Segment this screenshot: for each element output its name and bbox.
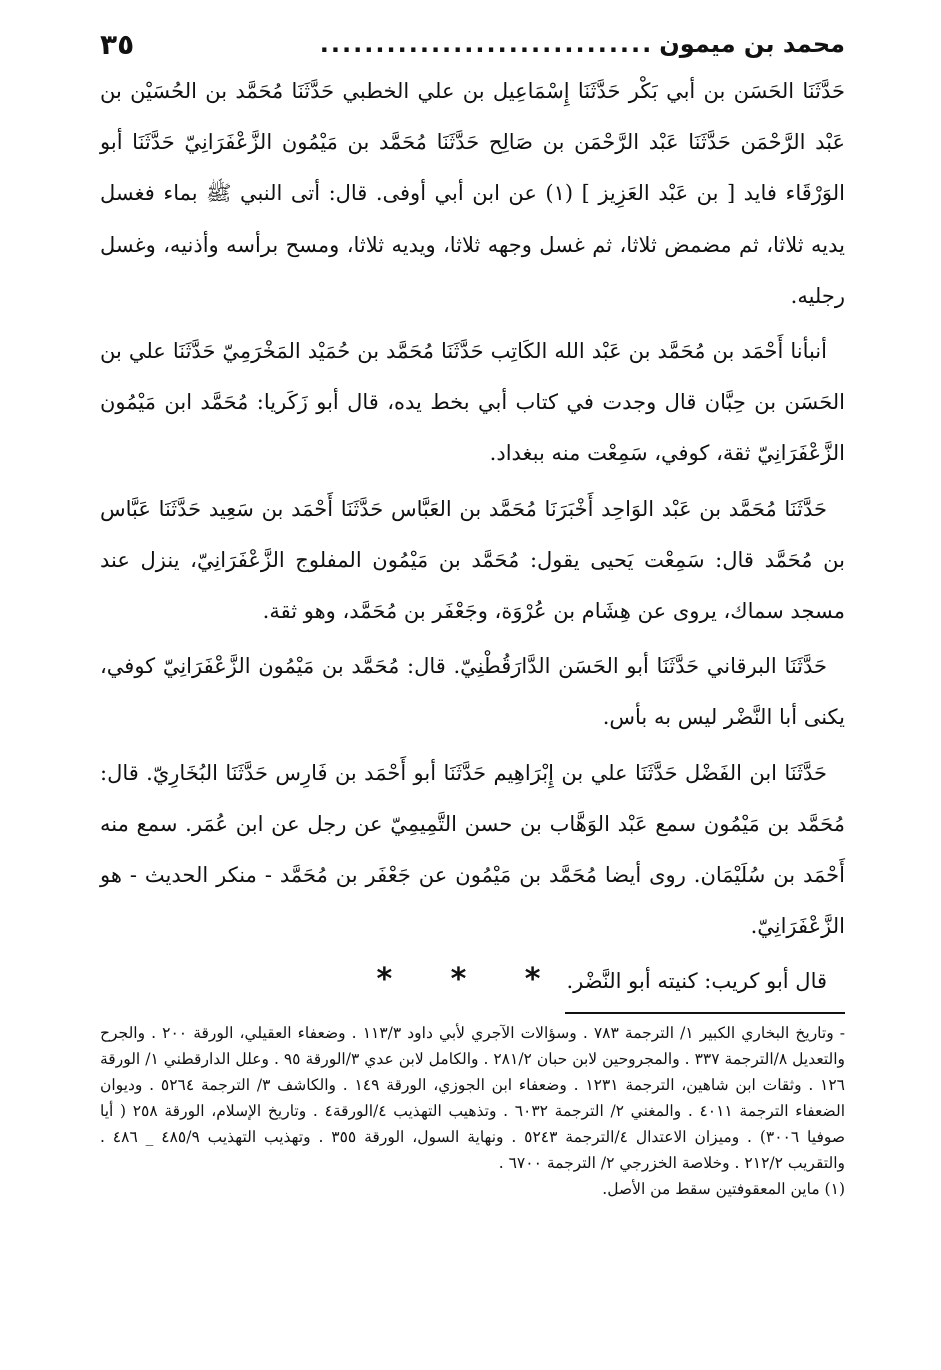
paragraph-6: قال أبو كريب: كنيته أبو النَّضْر. bbox=[566, 969, 827, 994]
header-dot-leader: .............................. bbox=[319, 30, 654, 58]
footnote-1: (١) ماين المعقوفتين سقط من الأصل. bbox=[602, 1180, 845, 1198]
paragraph-1: حَدَّثَنَا الحَسَن بن أبي بَكْر حَدَّثَنَا إِسْمَاعِيل بن علي الخطبي حَدَّثَنَا مُحَمَّد بن الحُسَيْن بن عَبْد الرَّحْمَن حَدَّثَنَا عَبْد الرَّحْمَن بن صَالِح حَدَّثَنَا مُحَمَّد بن مَيْمُون الزَّعْفَرَانِيّ حَدَّثَنَا أبو الوَرْقَاء فايد [ بن عَبْد العَزِيز ] (١) عن ابن أبي أوفى. قال: أتى النبي ﷺ بماء فغسل يديه ثلاثا، ثم مضمض ثلاثا، ثم غسل وجهه ثلاثا، ويديه ثلاثا، ومسح برأسه وأذنيه، وغسل رجليه. bbox=[100, 79, 845, 308]
paragraph-5: حَدَّثَنَا ابن الفَضْل حَدَّثَنَا علي بن إِبْرَاهِيم حَدَّثَنَا أبو أَحْمَد بن فَارِس حَدَّثَنَا البُخَارِيّ. قال: مُحَمَّد بن مَيْمُون سمع عَبْد الوَهَّاب بن حسن التَّمِيمِيّ عن رجل عن ابن عُمَر. سمع منه أَحْمَد بن سُلَيْمَان. روى أيضا مُحَمَّد بن مَيْمُون عن جَعْفَر بن مُحَمَّد - منكر الحديث - هو الزَّعْفَرَانِيّ. bbox=[100, 760, 845, 939]
paragraph-3: حَدَّثَنَا مُحَمَّد بن عَبْد الوَاحِد أَخْبَرَنَا مُحَمَّد بن العَبَّاس حَدَّثَنَا أَحْمَد بن سَعِيد حَدَّثَنَا عَبَّاس بن مُحَمَّد قال: سَمِعْت يَحيى يقول: مُحَمَّد بن مَيْمُون المفلوج الزَّعْفَرَانِيّ، ينزل عند مسجد سماك، يروى عن هِشَام بن عُرْوَة، وجَعْفَر بن مُحَمَّد، وهو ثقة. bbox=[100, 496, 845, 624]
section-separator: * * * bbox=[376, 962, 565, 997]
main-text bbox=[100, 66, 845, 1012]
footnote-rule bbox=[565, 1012, 845, 1014]
page-header bbox=[100, 22, 845, 66]
footnote-sources: - وتاريخ البخاري الكبير ١/ الترجمة ٧٨٣ . وسؤالات الآجري لأبي داود ١١٣/٣ . وضعفاء العقيلي، الورقة ٢٠٠ . والجرح والتعديل ٨/الترجمة ٣٣٧ . والمجروحين لابن حبان ٢٨١/٢ . والكامل لابن عدي ٣/الورقة ٩٥ . وعلل الدارقطني ١/ الورقة ١٢٦ . وثقات ابن شاهين، الترجمة ١٢٣١ . وضعفاء ابن الجوزي، الورقة ١٤٩ . والكاشف ٣/ الترجمة ٥٢٦٤ . وديوان الضعفاء الترجمة ٤٠١١ . والمغني ٢/ الترجمة ٦٠٣٢ . وتذهيب التهذيب ٤/الورقة٤ . وتاريخ الإسلام، الورقة ٢٥٨ ( أيا صوفيا ٣٠٠٦) . وميزان الاعتدال ٤/الترجمة ٥٢٤٣ . ونهاية السول، الورقة ٣٥٥ . وتهذيب التهذيب ٤٨٥/٩ _ ٤٨٦ . والتقريب ٢١٢/٢ . وخلاصة الخزرجي ٢/ الترجمة ٦٧٠٠ . bbox=[100, 1024, 846, 1172]
paragraph-2: أنبأنا أَحْمَد بن مُحَمَّد بن عَبْد الله الكَاتِب حَدَّثَنَا مُحَمَّد بن حُمَيْد المَخْرَمِيّ حَدَّثَنَا علي بن الحَسَن بن حِبَّان قال وجدت في كتاب أبي بخط يده، قال أبو زَكَريا: مُحَمَّد ابن مَيْمُون الزَّعْفَرَانِيّ ثقة، كوفي، سَمِعْت منه ببغداد. bbox=[100, 339, 845, 466]
paragraph-4: حَدَّثَنَا البرقاني حَدَّثَنَا أبو الحَسَن الدَّارَقُطْنِيّ. قال: مُحَمَّد بن مَيْمُون الزَّعْفَرَانِيّ كوفي، يكنى أبا النَّضْر ليس به بأس. bbox=[100, 654, 845, 730]
running-title: محمد بن ميمون bbox=[659, 30, 845, 58]
footnotes bbox=[100, 1020, 845, 1202]
page-number: ٣٥ bbox=[100, 27, 135, 61]
